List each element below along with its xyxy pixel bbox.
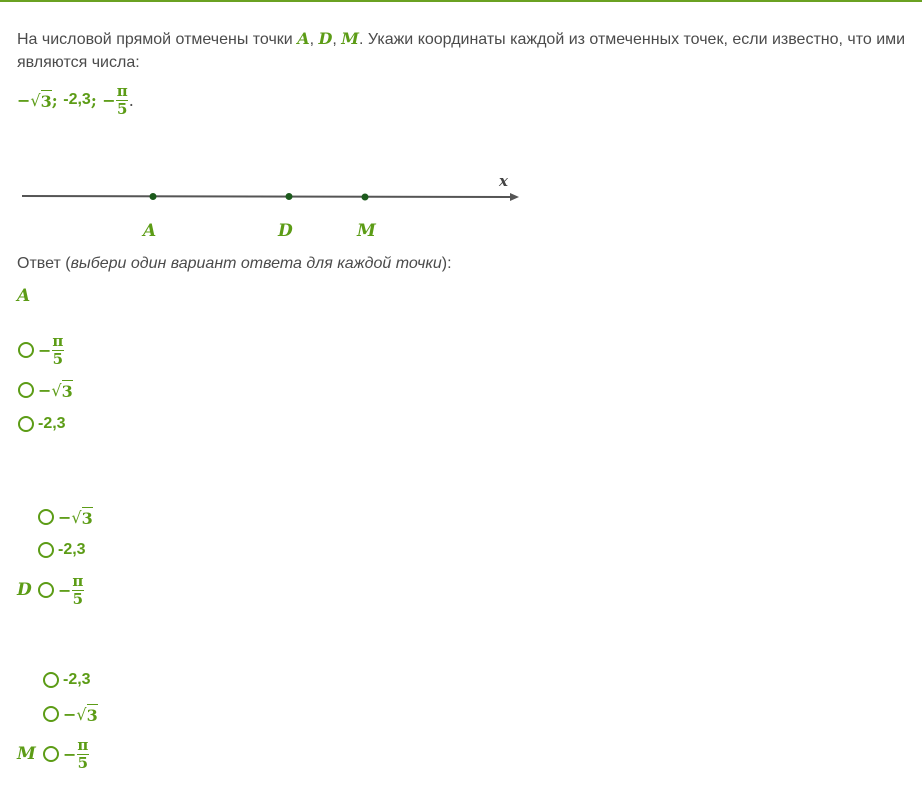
separator: ; [90, 90, 97, 110]
option-text: -2,3 [63, 671, 91, 688]
top-border [0, 0, 922, 2]
fraction [51, 333, 64, 368]
question-text-before: На числовой прямой отмечены точки [17, 31, 298, 48]
decimal-value: -2,3 [63, 91, 91, 108]
fraction-denominator: 5 [52, 349, 64, 368]
number-line-label-d: D [278, 221, 293, 241]
option-text: -2,3 [58, 541, 86, 558]
radio-button[interactable] [38, 509, 54, 525]
option-d-neg-2-3[interactable] [38, 532, 86, 568]
point-d-ref: D [318, 29, 333, 48]
fraction-numerator: π [116, 81, 128, 100]
fraction-denominator: 5 [116, 99, 128, 118]
comma: , [332, 31, 337, 48]
option-d-neg-pi-over-5[interactable] [38, 572, 84, 608]
minus-sign: − [17, 90, 31, 110]
minus-sign: − [38, 380, 52, 400]
fraction [71, 573, 84, 608]
answer-prefix: Ответ ( [17, 255, 71, 272]
radio-button[interactable] [43, 706, 59, 722]
sqrt-icon: √ [51, 380, 62, 400]
radio-button[interactable] [38, 542, 54, 558]
answer-suffix: ): [441, 255, 452, 272]
minus-sign: − [102, 90, 116, 110]
option-m-neg-sqrt-3[interactable] [43, 696, 98, 732]
answer-instruction [17, 255, 452, 273]
question-text [17, 27, 907, 74]
axis-line [22, 196, 510, 197]
sqrt-icon: √ [76, 704, 87, 724]
minus-sign: − [63, 704, 77, 724]
minus-sign: − [58, 580, 72, 600]
group-d-letter: D [17, 580, 32, 600]
fraction [116, 83, 129, 118]
radio-button[interactable] [18, 382, 34, 398]
option-a-neg-sqrt-3[interactable] [18, 372, 73, 408]
radio-button[interactable] [38, 582, 54, 598]
option-d-neg-sqrt-3[interactable] [38, 499, 93, 535]
number-line-label-a: A [143, 221, 157, 241]
fraction-numerator: π [52, 331, 64, 350]
group-a-letter: A [17, 286, 31, 306]
sqrt-icon: √ [30, 90, 41, 110]
answer-hint: выбери один вариант ответа для каждой точки [70, 255, 442, 272]
given-numbers [17, 80, 134, 120]
option-a-neg-2-3[interactable] [18, 406, 66, 442]
point-m-ref: M [341, 29, 360, 48]
fraction-numerator: π [72, 571, 84, 590]
group-m-letter: M [17, 744, 36, 764]
point-m-dot [362, 194, 369, 201]
option-a-neg-pi-over-5[interactable] [18, 332, 64, 368]
point-a-ref: A [297, 29, 310, 48]
fraction-denominator: 5 [72, 589, 84, 608]
radicand: 3 [86, 705, 98, 725]
point-d-dot [286, 193, 293, 200]
radicand: 3 [40, 91, 52, 111]
separator: ; [51, 90, 58, 110]
radio-button[interactable] [43, 746, 59, 762]
question-text-after: . Укажи координаты каждой из отмеченных точек, если известно, что ими являются числа: [17, 31, 906, 71]
option-m-neg-2-3[interactable] [43, 662, 91, 698]
period: . [128, 90, 134, 110]
option-text: -2,3 [38, 415, 66, 432]
number-line [0, 150, 540, 220]
sqrt-icon: √ [71, 507, 82, 527]
radicand: 3 [61, 381, 73, 401]
fraction-numerator: π [77, 735, 89, 754]
fraction-denominator: 5 [77, 753, 89, 772]
radio-button[interactable] [18, 416, 34, 432]
axis-arrow-icon [510, 193, 519, 201]
radio-button[interactable] [43, 672, 59, 688]
option-m-neg-pi-over-5[interactable] [43, 736, 89, 772]
number-line-label-m: M [357, 221, 376, 241]
comma: , [309, 31, 315, 48]
radicand: 3 [81, 508, 93, 528]
point-a-dot [150, 193, 157, 200]
minus-sign: − [58, 507, 72, 527]
axis-label: x [499, 172, 508, 190]
minus-sign: − [38, 340, 52, 360]
minus-sign: − [63, 744, 77, 764]
radio-button[interactable] [18, 342, 34, 358]
fraction [76, 737, 89, 772]
